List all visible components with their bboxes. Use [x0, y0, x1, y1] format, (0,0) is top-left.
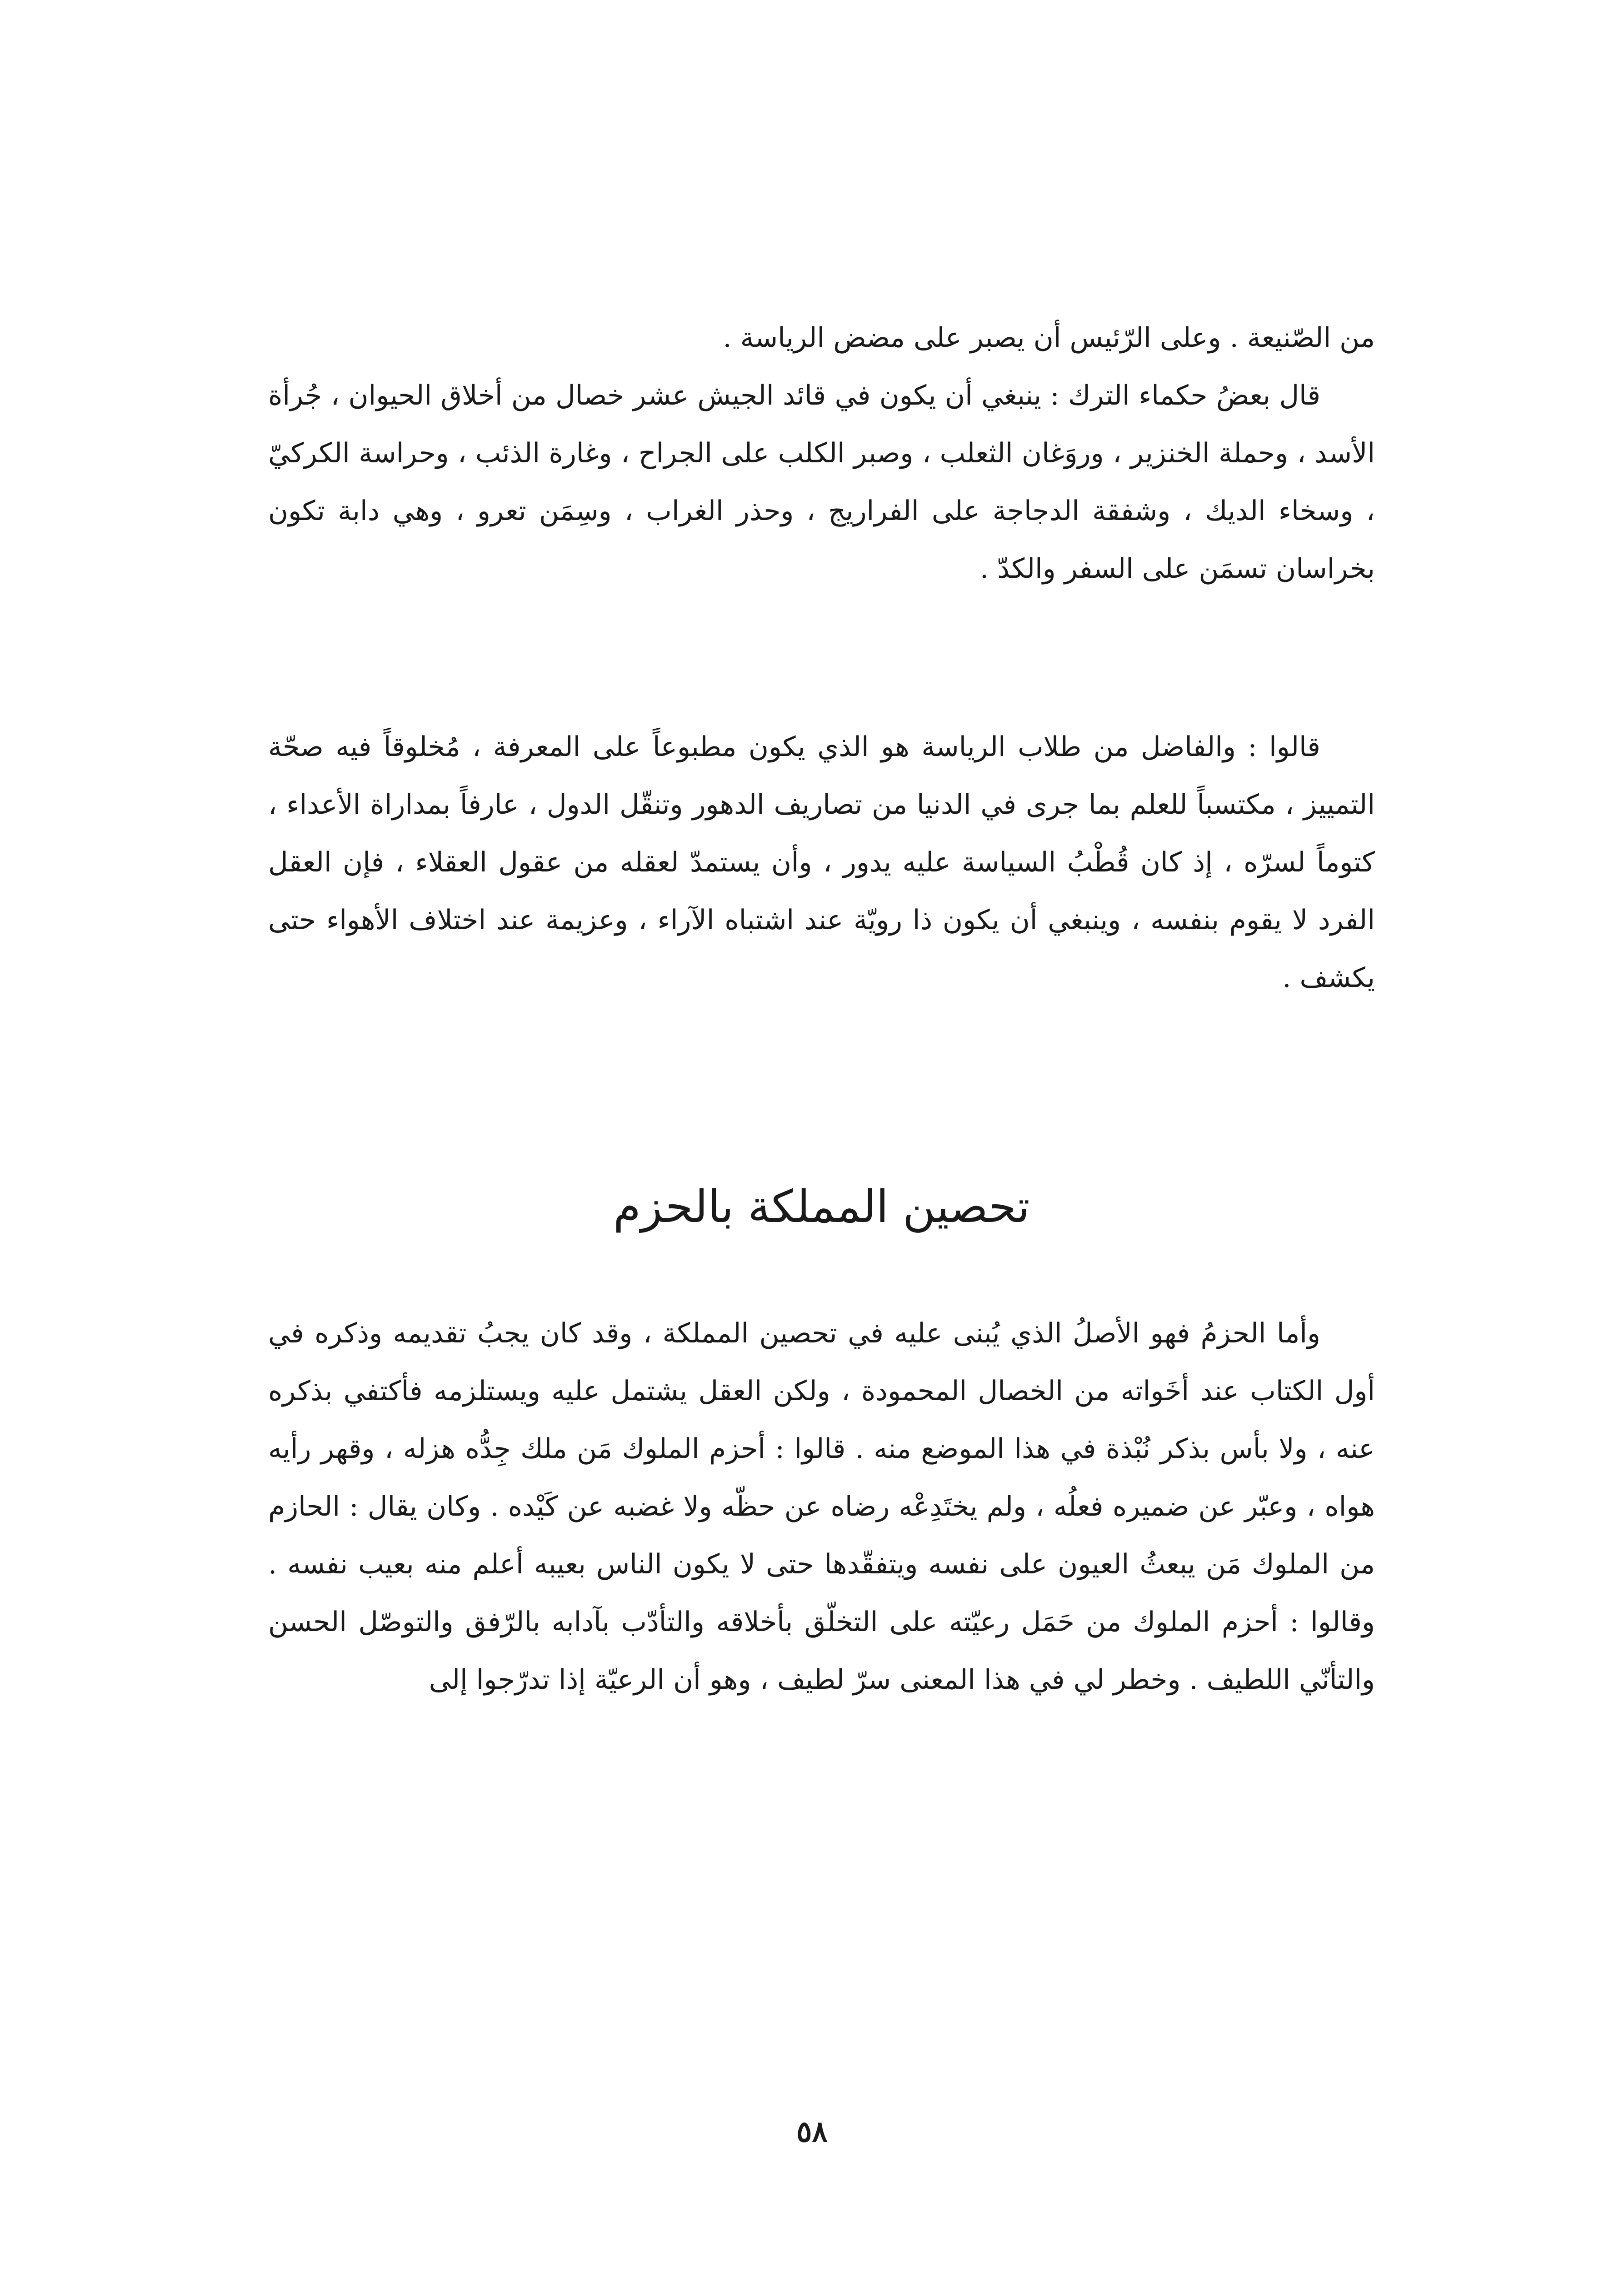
page-number: ٥٨: [796, 2115, 828, 2149]
paragraph-turkish-sages: قال بعضُ حكماء الترك : ينبغي أن يكون في قائد الجيش عشر خصال من أخلاق الحيوان ، جُرأة الأسد ، وحملة الخنزير ، وروَغان الثعلب ، وصبر الكلب على الجراح ، وغارة الذئب ، وحراسة الكركيّ ، وسخاء الديك ، وشفقة الدجاجة على الفراريج ، وحذر الغراب ، وسِمَن تعرو ، وهي دابة تكون بخراسان تسمَن على السفر والكدّ .: [268, 380, 1375, 585]
text-block-top: [268, 309, 1375, 598]
paragraph-continuation: من الصّنيعة . وعلى الرّئيس أن يصبر على مضض الرياسة .: [723, 322, 1375, 354]
text-block-bottom: [268, 1305, 1375, 1709]
paragraph-virtuous-leader: قالوا : والفاضل من طلاب الرياسة هو الذي يكون مطبوعاً على المعرفة ، مُخلوقاً فيه صحّة التمييز ، مكتسباً للعلم بما جرى في الدنيا من تصاريف الدهور وتنقّل الدول ، عارفاً بمداراة الأعداء ، كتوماً لسرّه ، إذ كان قُطْبُ السياسة عليه يدور ، وأن يستمدّ لعقله من عقول العقلاء ، فإن العقل الفرد لا يقوم بنفسه ، وينبغي أن يكون ذا رويّة عند اشتباه الآراء ، وعزيمة عند اختلاف الأهواء حتى يكشف .: [268, 731, 1375, 994]
text-block-middle: [268, 718, 1375, 1007]
paragraph-prudence: وأما الحزمُ فهو الأصلُ الذي يُبنى عليه في تحصين المملكة ، وقد كان يجبُ تقديمه وذكره في أول الكتاب عند أخَواته من الخصال المحمودة ، ولكن العقل يشتمل عليه ويستلزمه فأكتفي بذكره عنه ، ولا بأس بذكر نُبْذة في هذا الموضع منه . قالوا : أحزم الملوك مَن ملك جِدُّه هزله ، وقهر رأيه هواه ، وعبّر عن ضميره فعلُه ، ولم يختَدِعْه رضاه عن حظّه ولا غضبه عن كَيْده . وكان يقال : الحازم من الملوك مَن يبعثُ العيون على نفسه ويتفقّدها حتى لا يكون الناس بعيبه أعلم منه بعيب نفسه . وقالوا : أحزم الملوك من حَمَل رعيّته على التخلّق بأخلاقه والتأدّب بآدابه بالرّفق والتوصّل الحسن والتأنّي اللطيف . وخطر لي في هذا المعنى سرّ لطيف ، وهو أن الرعيّة إذا تدرّجوا إلى: [268, 1317, 1375, 1696]
section-heading: تحصين المملكة بالحزم: [613, 1181, 1030, 1233]
